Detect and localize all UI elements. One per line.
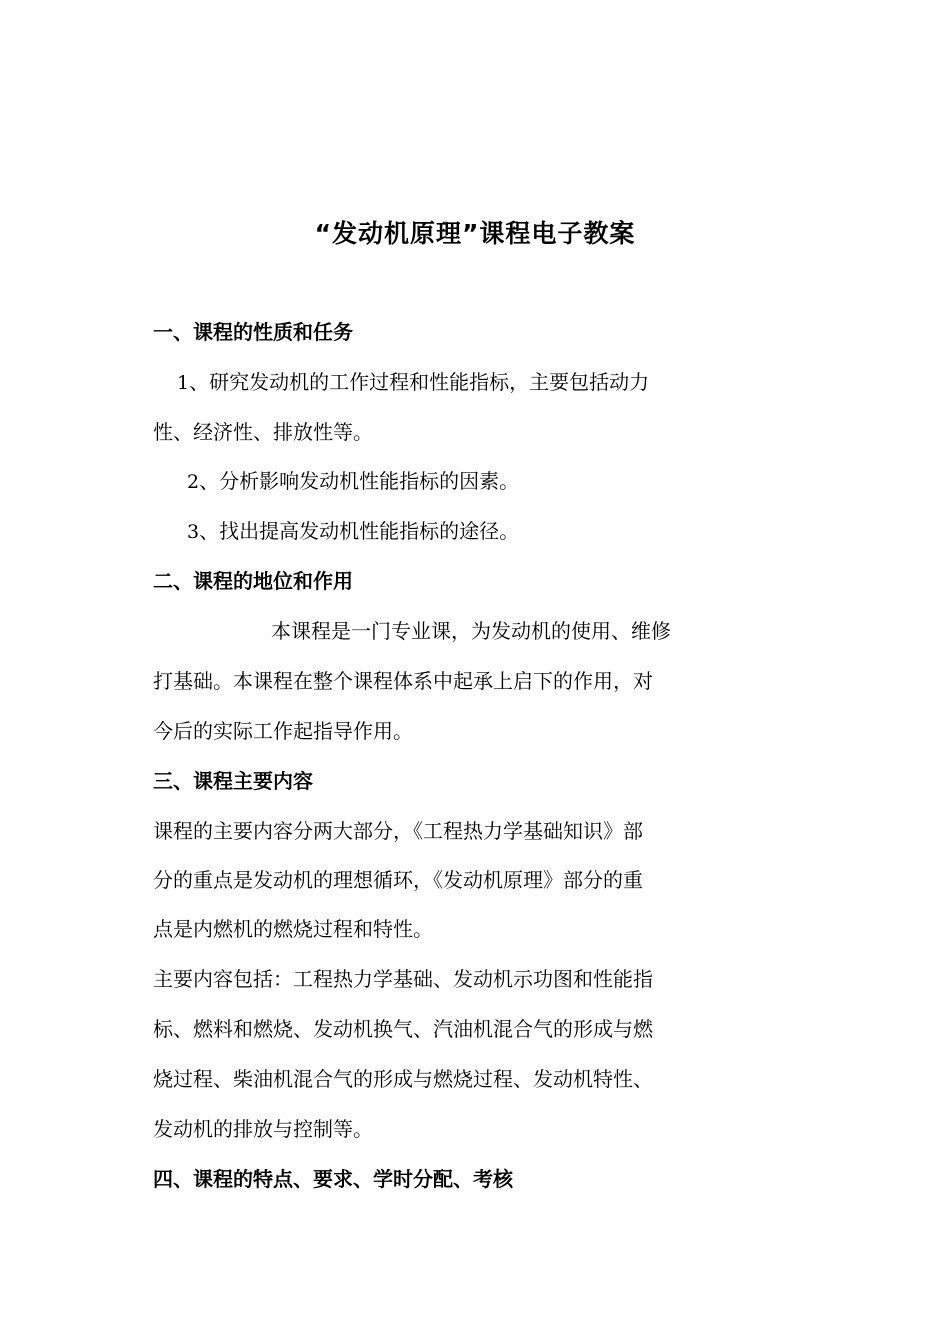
- section-4-heading: 四、课程的特点、要求、学时分配、考核: [153, 1167, 513, 1191]
- item-number: 1: [177, 372, 190, 394]
- section-2-paragraph-line: 今后的实际工作起指导作用。: [153, 719, 413, 743]
- section-1-item-1-continued: 性、经济性、排放性等。: [153, 420, 373, 444]
- section-3-heading: 三、课程主要内容: [153, 769, 313, 793]
- section-3-paragraph-line: 标、燃料和燃烧、发动机换气、汽油机混合气的形成与燃: [153, 1017, 653, 1041]
- item-text: 、研究发动机的工作过程和性能指标，主要包括动力: [189, 370, 650, 394]
- section-3-paragraph-line: 主要内容包括：工程热力学基础、发动机示功图和性能指: [153, 967, 653, 991]
- section-2-paragraph-line: 本课程是一门专业课，为发动机的使用、维修: [271, 619, 671, 643]
- section-3-paragraph-line: 发动机的排放与控制等。: [153, 1117, 373, 1141]
- item-text: 、分析影响发动机性能指标的因素。: [199, 469, 520, 493]
- section-2-paragraph-line: 打基础。本课程在整个课程体系中起承上启下的作用，对: [153, 669, 653, 693]
- section-3-paragraph-line: 烧过程、柴油机混合气的形成与燃烧过程、发动机特性、: [153, 1067, 653, 1091]
- section-1-item-3: [187, 516, 519, 547]
- item-number: 2: [187, 471, 200, 493]
- document-title: “发动机原理”课程电子教案: [314, 219, 636, 248]
- item-text: 、找出提高发动机性能指标的途径。: [199, 519, 520, 543]
- section-1-item-1: [177, 367, 649, 398]
- section-1-item-2: [187, 466, 519, 497]
- section-3-paragraph-line: 点是内燃机的燃烧过程和特性。: [153, 917, 433, 941]
- section-3-paragraph-line: 课程的主要内容分两大部分，《工程热力学基础知识》部: [153, 819, 643, 843]
- section-2-heading: 二、课程的地位和作用: [153, 569, 353, 593]
- section-3-paragraph-line: 分的重点是发动机的理想循环，《发动机原理》部分的重: [153, 868, 643, 892]
- item-number: 3: [187, 521, 200, 543]
- section-1-heading: 一、课程的性质和任务: [153, 320, 353, 344]
